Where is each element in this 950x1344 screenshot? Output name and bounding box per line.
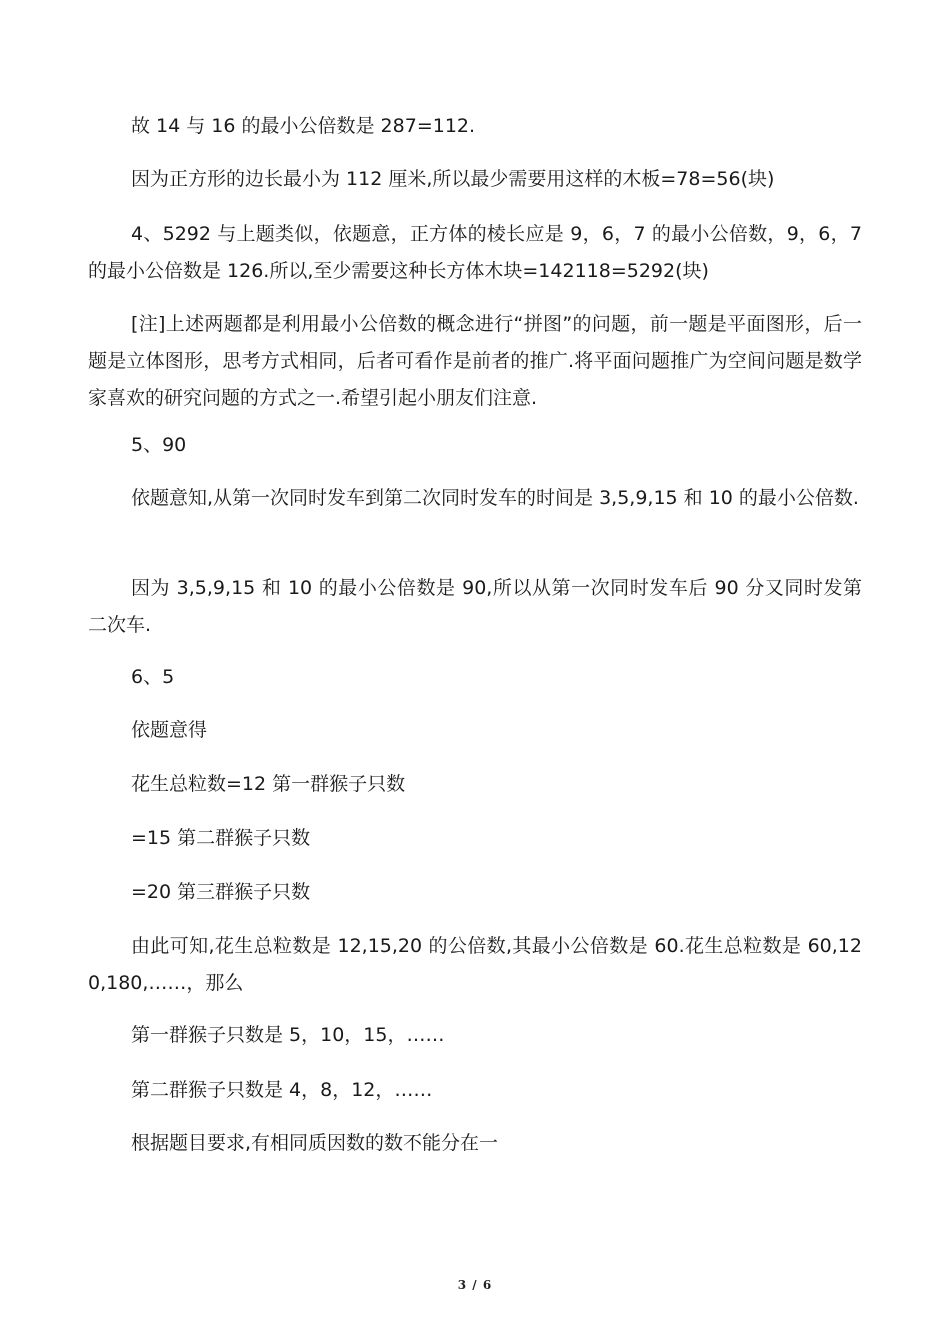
paragraph: =20 第三群猴子只数 bbox=[131, 881, 311, 903]
paragraph: 第一群猴子只数是 5，10，15，…… bbox=[131, 1024, 445, 1046]
paragraph: [注]上述两题都是利用最小公倍数的概念进行“拼图”的问题，前一题是平面图形，后一题是立体图形，思考方式相同，后者可看作是前者的推广.将平面问题推广为空间问题是数学家喜欢的研究问题的方式之一.希望引起小朋友们注意. bbox=[88, 313, 862, 409]
paragraph: 6、5 bbox=[131, 666, 175, 688]
paragraph: 因为正方形的边长最小为 112 厘米,所以最少需要用这样的木板=78=56(块) bbox=[131, 168, 775, 190]
paragraph: 花生总粒数=12 第一群猴子只数 bbox=[131, 773, 406, 795]
paragraph: 第二群猴子只数是 4，8，12，…… bbox=[131, 1079, 433, 1101]
page-number: 3 / 6 bbox=[457, 1278, 493, 1292]
paragraph: 5、90 bbox=[131, 434, 187, 456]
paragraph: 因为 3,5,9,15 和 10 的最小公倍数是 90,所以从第一次同时发车后 90 分又同时发第二次车. bbox=[88, 577, 862, 636]
paragraph: =15 第二群猴子只数 bbox=[131, 827, 311, 849]
paragraph: 4、5292 与上题类似，依题意，正方体的棱长应是 9，6，7 的最小公倍数，9，6，7 的最小公倍数是 126.所以,至少需要这种长方体木块=142118=5292(块) bbox=[88, 223, 862, 282]
paragraph: 依题意知,从第一次同时发车到第二次同时发车的时间是 3,5,9,15 和 10 的最小公倍数. bbox=[131, 487, 859, 509]
paragraph: 故 14 与 16 的最小公倍数是 287=112. bbox=[131, 115, 476, 137]
paragraph: 依题意得 bbox=[131, 719, 208, 741]
paragraph: 根据题目要求,有相同质因数的数不能分在一 bbox=[131, 1132, 499, 1154]
paragraph: 由此可知,花生总粒数是 12,15,20 的公倍数,其最小公倍数是 60.花生总粒数是 60,120,180,……，那么 bbox=[88, 935, 862, 994]
